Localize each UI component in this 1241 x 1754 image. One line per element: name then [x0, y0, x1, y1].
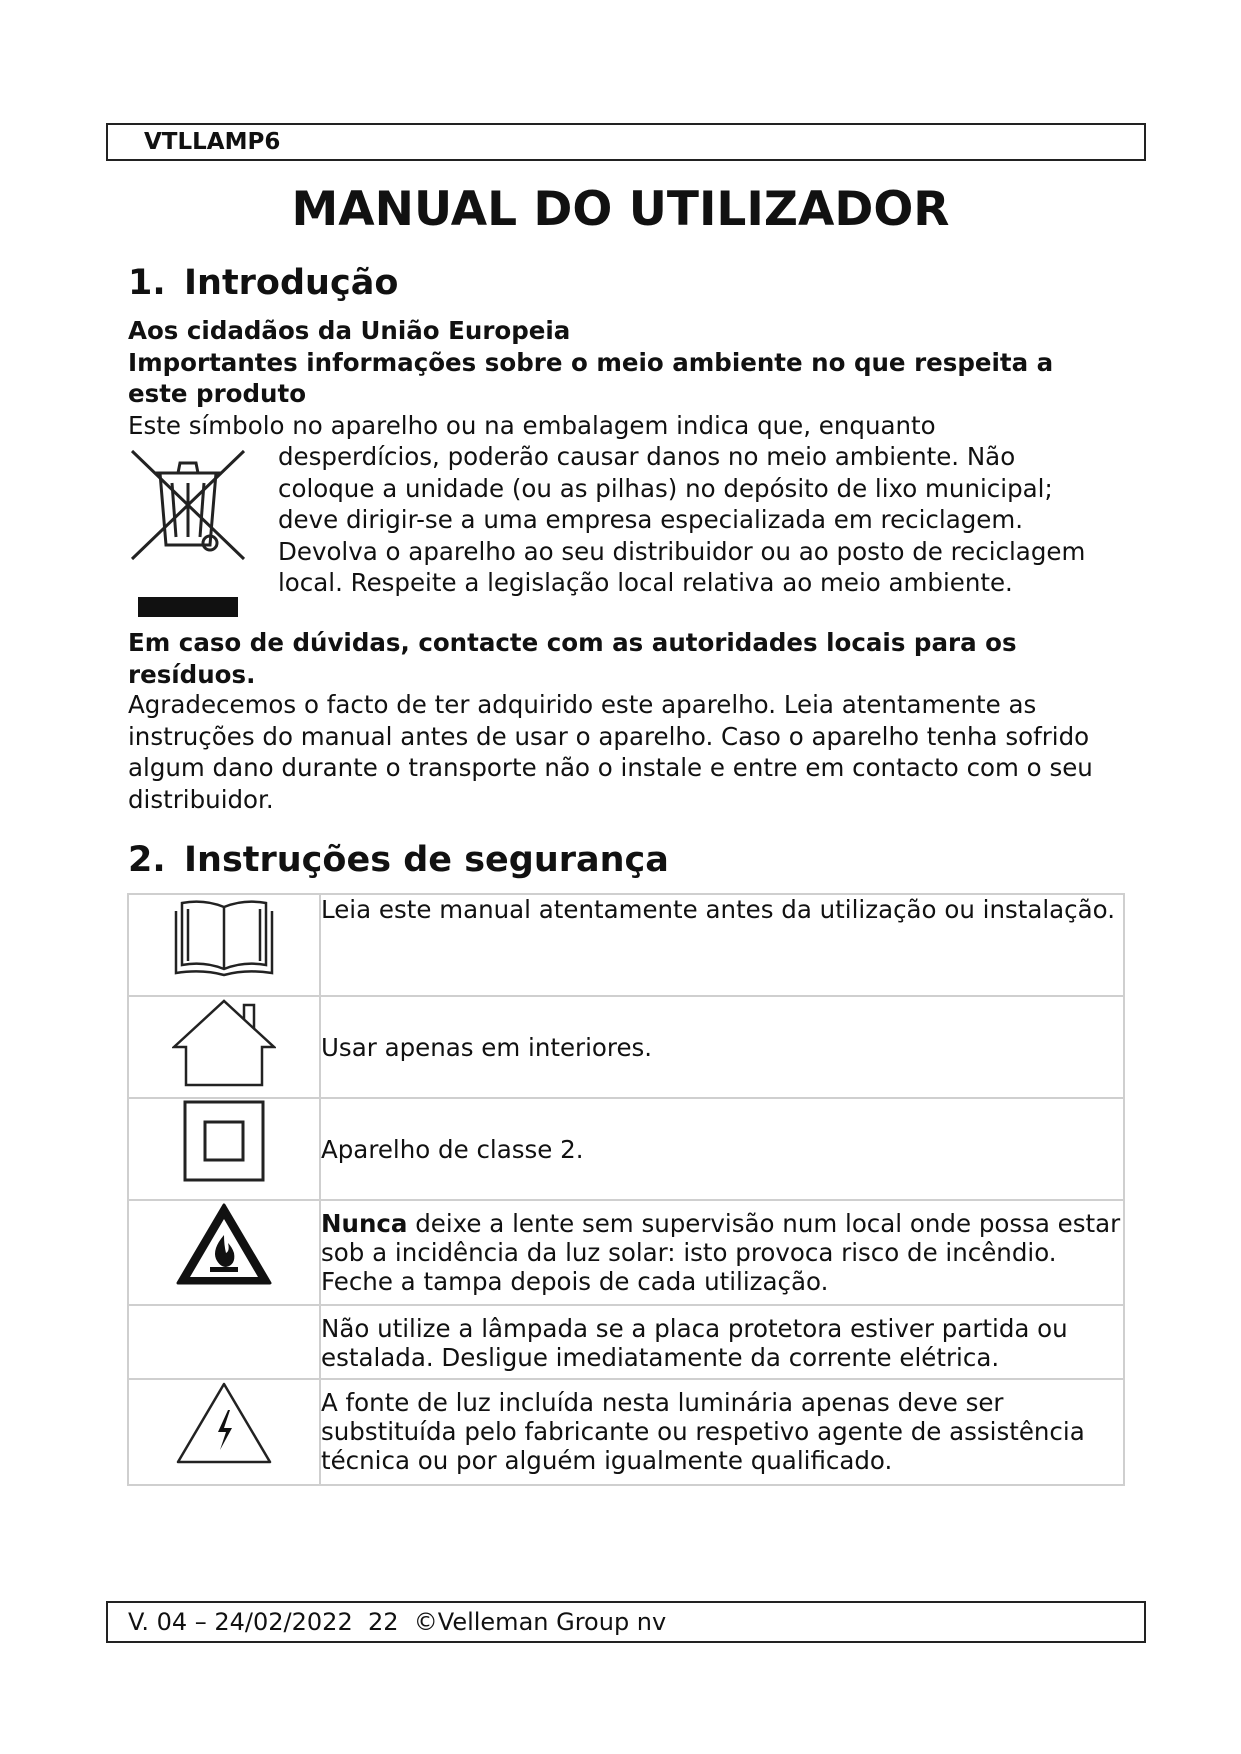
weee-disposal-text: desperdícios, poderão causar danos no meio ambiente. Não coloque a unidade (ou as pilhas) no depósito de lixo municipal; deve dirigir-se a uma empresa especializada em reciclagem. Devolva o aparelho ao seu distribuidor ou ao posto de reciclagem local. Respeite a legislação local relativa ao meio ambiente.	[278, 442, 1086, 597]
table-row	[128, 996, 1124, 1098]
icon-cell	[128, 996, 320, 1098]
icon-cell	[128, 1379, 320, 1485]
footer-box	[106, 1601, 1146, 1643]
never-emphasis: Nunca	[321, 1209, 408, 1238]
table-row	[128, 1200, 1124, 1305]
model-number: VTLLAMP6	[144, 129, 281, 155]
book-icon	[172, 895, 276, 977]
eu-citizens-title: Aos cidadãos da União Europeia	[128, 316, 571, 345]
section-2-number: 2.	[128, 840, 166, 880]
icon-cell	[128, 894, 320, 996]
eu-notice-titles	[128, 315, 1118, 410]
row-text: Usar apenas em interiores.	[320, 996, 1124, 1098]
document-title: MANUAL DO UTILIZADOR	[291, 182, 950, 237]
row-text: A fonte de luz incluída nesta luminária apenas deve ser substituída pelo fabricante ou respetivo agente de assistência técnica ou por alguém igualmente qualificado.	[320, 1379, 1124, 1485]
fire-warning-icon	[174, 1201, 274, 1287]
symbol-intro-line: Este símbolo no aparelho ou na embalagem indica que, enquanto	[128, 411, 936, 440]
icon-cell	[128, 1098, 320, 1200]
icon-cell	[128, 1200, 320, 1305]
section-1-title: Introdução	[184, 263, 399, 303]
section-2-heading	[128, 837, 669, 883]
row-text: Não utilize a lâmpada se a placa protetora estiver partida ou estalada. Desligue imediatamente da corrente elétrica.	[320, 1305, 1124, 1379]
fire-warning-text: deixe a lente sem supervisão num local onde possa estar sob a incidência da luz solar: isto provoca risco de incêndio. Feche a tampa depois de cada utilização.	[321, 1209, 1121, 1296]
class2-icon	[182, 1099, 266, 1183]
doubts-notice: Em caso de dúvidas, contacte com as autoridades locais para os resíduos.	[128, 628, 1017, 689]
table-row	[128, 1098, 1124, 1200]
row-text: Aparelho de classe 2.	[320, 1098, 1124, 1200]
header-model-box	[106, 123, 1146, 161]
house-icon	[172, 997, 276, 1089]
footer-text: V. 04 – 24/02/2022 22 ©Velleman Group nv	[128, 1608, 667, 1636]
environment-title: Importantes informações sobre o meio ambiente no que respeita a este produto	[128, 347, 1054, 408]
weee-bin-icon	[128, 447, 248, 619]
row-text-fire	[320, 1200, 1124, 1305]
section-1-number: 1.	[128, 263, 166, 303]
thanks-paragraph: Agradecemos o facto de ter adquirido este aparelho. Leia atentamente as instruções do manual antes de usar o aparelho. Caso o aparelho tenha sofrido algum dano durante o transporte não o instale e entre em contacto com o seu distribuidor.	[128, 690, 1093, 814]
electric-warning-icon	[174, 1380, 274, 1466]
section-2-title: Instruções de segurança	[184, 840, 669, 880]
table-row	[128, 1305, 1124, 1379]
safety-instructions-table	[127, 893, 1125, 1486]
icon-cell-empty	[128, 1305, 320, 1379]
row-text: Leia este manual atentamente antes da utilização ou instalação.	[320, 894, 1124, 996]
table-row	[128, 894, 1124, 996]
table-row	[128, 1379, 1124, 1485]
section-1-heading	[128, 260, 398, 306]
